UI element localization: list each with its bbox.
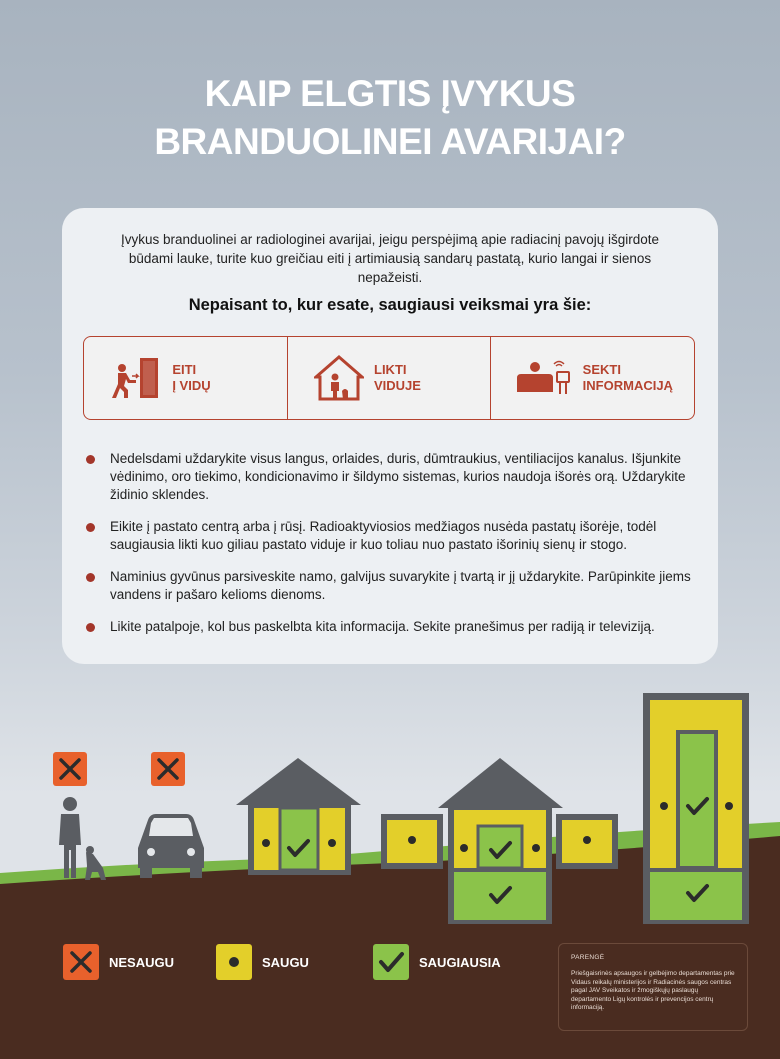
legend-safe-label: SAUGU [262,954,309,970]
bullet-dot [86,623,95,632]
credits-heading: PARENGĖ [571,954,605,961]
bullet-dot [86,523,95,532]
unsafe-marker-car [151,752,185,786]
unsafe-marker-person [53,752,87,786]
follow-info-icon [513,358,573,398]
bullet-dot [86,455,95,464]
bullet-dot [86,573,95,582]
person-figure [59,797,81,878]
list-item-text: Nedelsdami uždarykite visus langus, orlaides, duris, dūmtraukius, ventiliacijos kanalus. Išjunkite vėdinimo, oro tiekimo, kondicionavimo ir šildymo sistemas, kurios naudoja išorės orą. Uždarykite židinio sklendes. [110,451,686,502]
stay-inside-icon [314,355,364,401]
action-label-stay-inside: LIKTI VIDUJE [374,362,421,393]
credits-box [558,943,748,1031]
list-item-text: Likite patalpoje, kol bus paskelbta kita informacija. Sekite pranešimus per radiją ir televiziją. [110,619,655,634]
list-item [86,518,706,554]
safe-dot-icon [216,944,252,980]
action-label-follow-info: SEKTI INFORMACIJĄ [582,362,673,393]
credits-text: Priešgaisrinės apsaugos ir gelbėjimo departamentas prie Vidaus reikalų ministerijos ir Radiacinės saugos centras pagal JAV Sveikatos ir žmogiškųjų paslaugų departamento Ligų kontrolės ir prevencijos centrų informaciją. [571,970,735,1011]
action-follow-info [491,337,694,419]
instructions-list [86,450,706,650]
legend-safe [216,944,309,980]
list-item [86,568,706,604]
tall-building [643,693,749,924]
actions-panel [83,336,695,420]
info-card [62,208,718,664]
list-item [86,618,706,636]
action-label-go-inside: EITI Į VIDŲ [172,362,211,393]
safest-check-icon [373,944,409,980]
legend-unsafe-label: NESAUGU [109,954,175,970]
unsafe-x-icon [63,944,99,980]
house-one-story [236,758,361,875]
title-line-1: KAIP ELGTIS ĮVYKUS [204,73,576,114]
subheading: Nepaisant to, kur esate, saugiausi veiksmai yra šie: [188,296,592,314]
list-item-text: Eikite į pastato centrą arba į rūsį. Radioaktyviosios medžiagos nusėda pastatų išorėje, todėl saugiausia likti kuo giliau pastato viduje ir kuo toliau nuo pastato išorinių sienų ir stogo. [110,519,657,552]
intro-text: Įvykus branduolinei ar radiologinei avarijai, jeigu perspėjimą apie radiacinį pavojų išgirdote būdami lauke, turite kuo greičiau eiti į artimiausią sandarų pastatą, kurio langai ir sienos nepažeisti. [120,232,660,285]
action-stay-inside [288,337,492,419]
action-go-inside [84,337,288,419]
legend-safest [373,944,501,980]
legend-unsafe [63,944,174,980]
page-title [0,70,780,166]
legend-safest-label: SAUGIAUSIA [419,954,501,970]
list-item-text: Naminius gyvūnus parsiveskite namo, galvijus suvarykite į tvartą ir jį uždarykite. Parūpinkite jiems vandens ir pašaro kelioms dienoms. [110,569,691,602]
list-item [86,450,706,504]
go-inside-icon [108,356,162,400]
title-line-2: BRANDUOLINEI AVARIJAI? [154,121,626,162]
